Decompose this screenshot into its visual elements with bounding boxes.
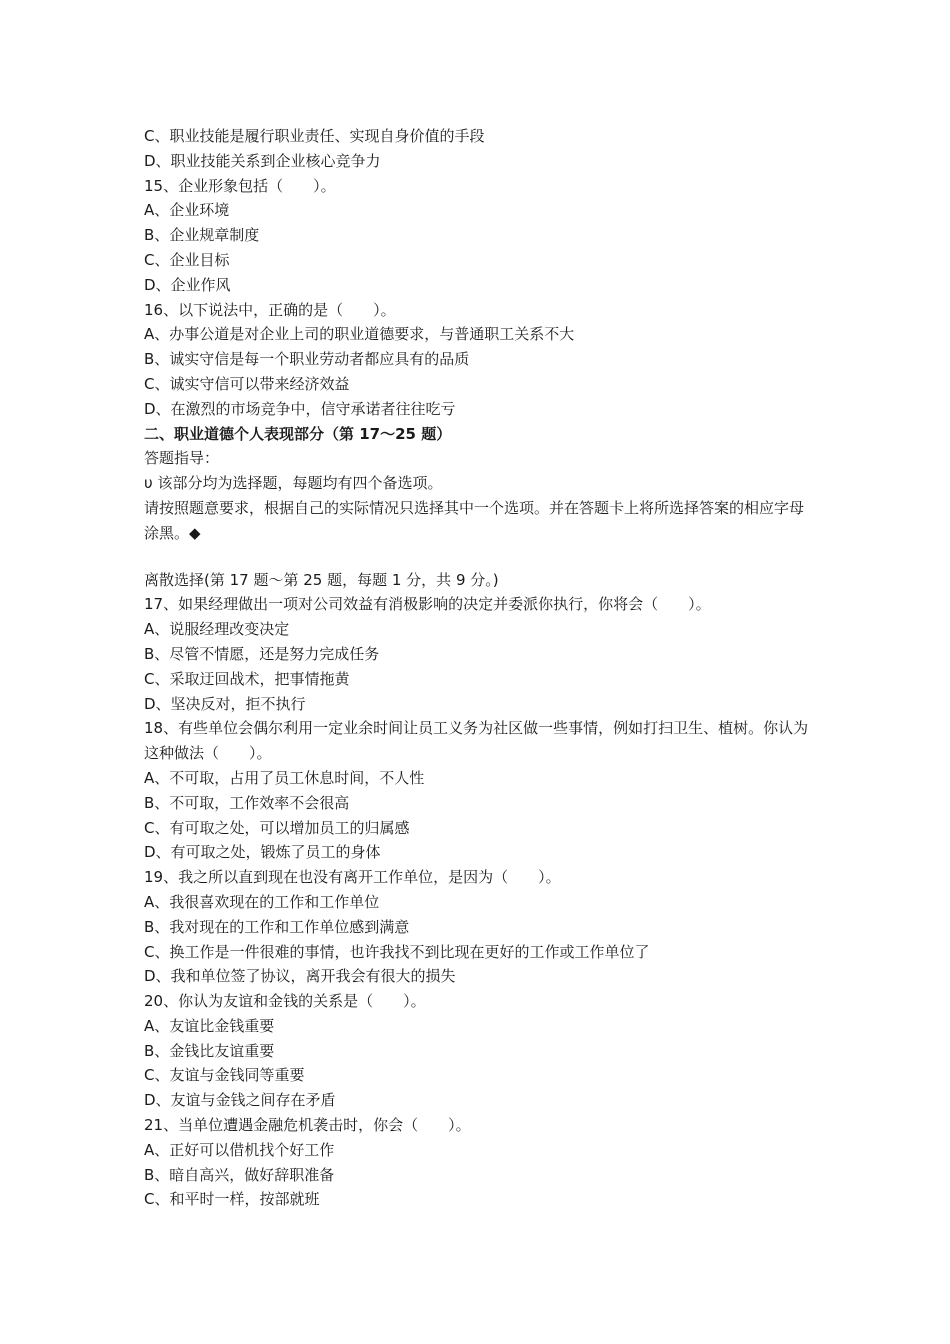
question-20-option-b: B、金钱比友谊重要 (144, 1041, 275, 1060)
question-15-stem: 15、企业形象包括（ ）。 (144, 176, 336, 195)
guide-label: 答题指导： (144, 449, 220, 468)
question-17-option-a: A、说服经理改变决定 (144, 620, 290, 639)
question-19-option-d: D、我和单位签了协议，离开我会有很大的损失 (144, 967, 456, 986)
question-21-stem: 21、当单位遭遇金融危机袭击时，你会（ ）。 (144, 1116, 471, 1135)
question-18-option-b: B、不可取，工作效率不会很高 (144, 793, 350, 812)
question-16-option-b: B、诚实守信是每一个职业劳动者都应具有的品质 (144, 350, 470, 369)
question-21-option-a: A、正好可以借机找个好工作 (144, 1140, 335, 1159)
guide-item-2: 请按照题意要求，根据自己的实际情况只选择其中一个选项。并在答题卡上将所选择答案的相应字母涂黑。◆ (144, 498, 805, 542)
question-20-option-c: C、友谊与金钱同等重要 (144, 1066, 305, 1085)
question-16-option-d: D、在激烈的市场竞争中，信守承诺者往往吃亏 (144, 399, 456, 418)
question-18-option-d: D、有可取之处，锻炼了员工的身体 (144, 843, 381, 862)
section-heading: 二、职业道德个人表现部分（第 17～25 题） (144, 424, 452, 443)
question-17-stem: 17、如果经理做出一项对公司效益有消极影响的决定并委派你执行，你将会（ ）。 (144, 595, 711, 614)
text-line: C、职业技能是履行职业责任、实现自身价值的手段 (144, 127, 485, 145)
guide-item-1: υ 该部分均为选择题，每题均有四个备选项。 (144, 474, 443, 493)
question-19-option-a: A、我很喜欢现在的工作和工作单位 (144, 892, 380, 911)
question-16-option-c: C、诚实守信可以带来经济效益 (144, 374, 350, 393)
question-21-option-b: B、暗自高兴，做好辞职准备 (144, 1165, 335, 1184)
question-21-option-c: C、和平时一样，按部就班 (144, 1190, 320, 1209)
text-line: D、职业技能关系到企业核心竞争力 (144, 151, 381, 170)
question-16-option-a: A、办事公道是对企业上司的职业道德要求，与普通职工关系不大 (144, 325, 575, 344)
question-15-option-b: B、企业规章制度 (144, 226, 260, 245)
question-18-option-c: C、有可取之处，可以增加员工的归属感 (144, 818, 410, 837)
blank-line (144, 546, 814, 568)
question-15-option-c: C、企业目标 (144, 250, 230, 269)
sub-heading: 离散选择(第 17 题～第 25 题，每题 1 分，共 9 分。) (144, 570, 499, 589)
question-16-stem: 16、以下说法中，正确的是（ ）。 (144, 300, 396, 319)
question-17-option-b: B、尽管不情愿，还是努力完成任务 (144, 644, 380, 663)
question-18-stem: 18、有些单位会偶尔利用一定业余时间让员工义务为社区做一些事情，例如打扫卫生、植树。你认为这种做法（ ）。 (144, 719, 809, 763)
question-18-option-a: A、不可取，占用了员工休息时间，不人性 (144, 768, 425, 787)
question-15-option-d: D、企业作风 (144, 275, 231, 294)
question-19-option-c: C、换工作是一件很难的事情，也许我找不到比现在更好的工作或工作单位了 (144, 942, 650, 961)
question-17-option-c: C、采取迂回战术，把事情拖黄 (144, 669, 350, 688)
question-17-option-d: D、坚决反对，拒不执行 (144, 694, 306, 713)
question-19-stem: 19、我之所以直到现在也没有离开工作单位，是因为（ ）。 (144, 868, 561, 887)
question-20-option-a: A、友谊比金钱重要 (144, 1016, 275, 1035)
document-page (144, 124, 814, 1212)
question-15-option-a: A、企业环境 (144, 201, 230, 220)
question-20-option-d: D、友谊与金钱之间存在矛盾 (144, 1091, 336, 1110)
question-19-option-b: B、我对现在的工作和工作单位感到满意 (144, 917, 410, 936)
question-20-stem: 20、你认为友谊和金钱的关系是（ ）。 (144, 992, 426, 1011)
